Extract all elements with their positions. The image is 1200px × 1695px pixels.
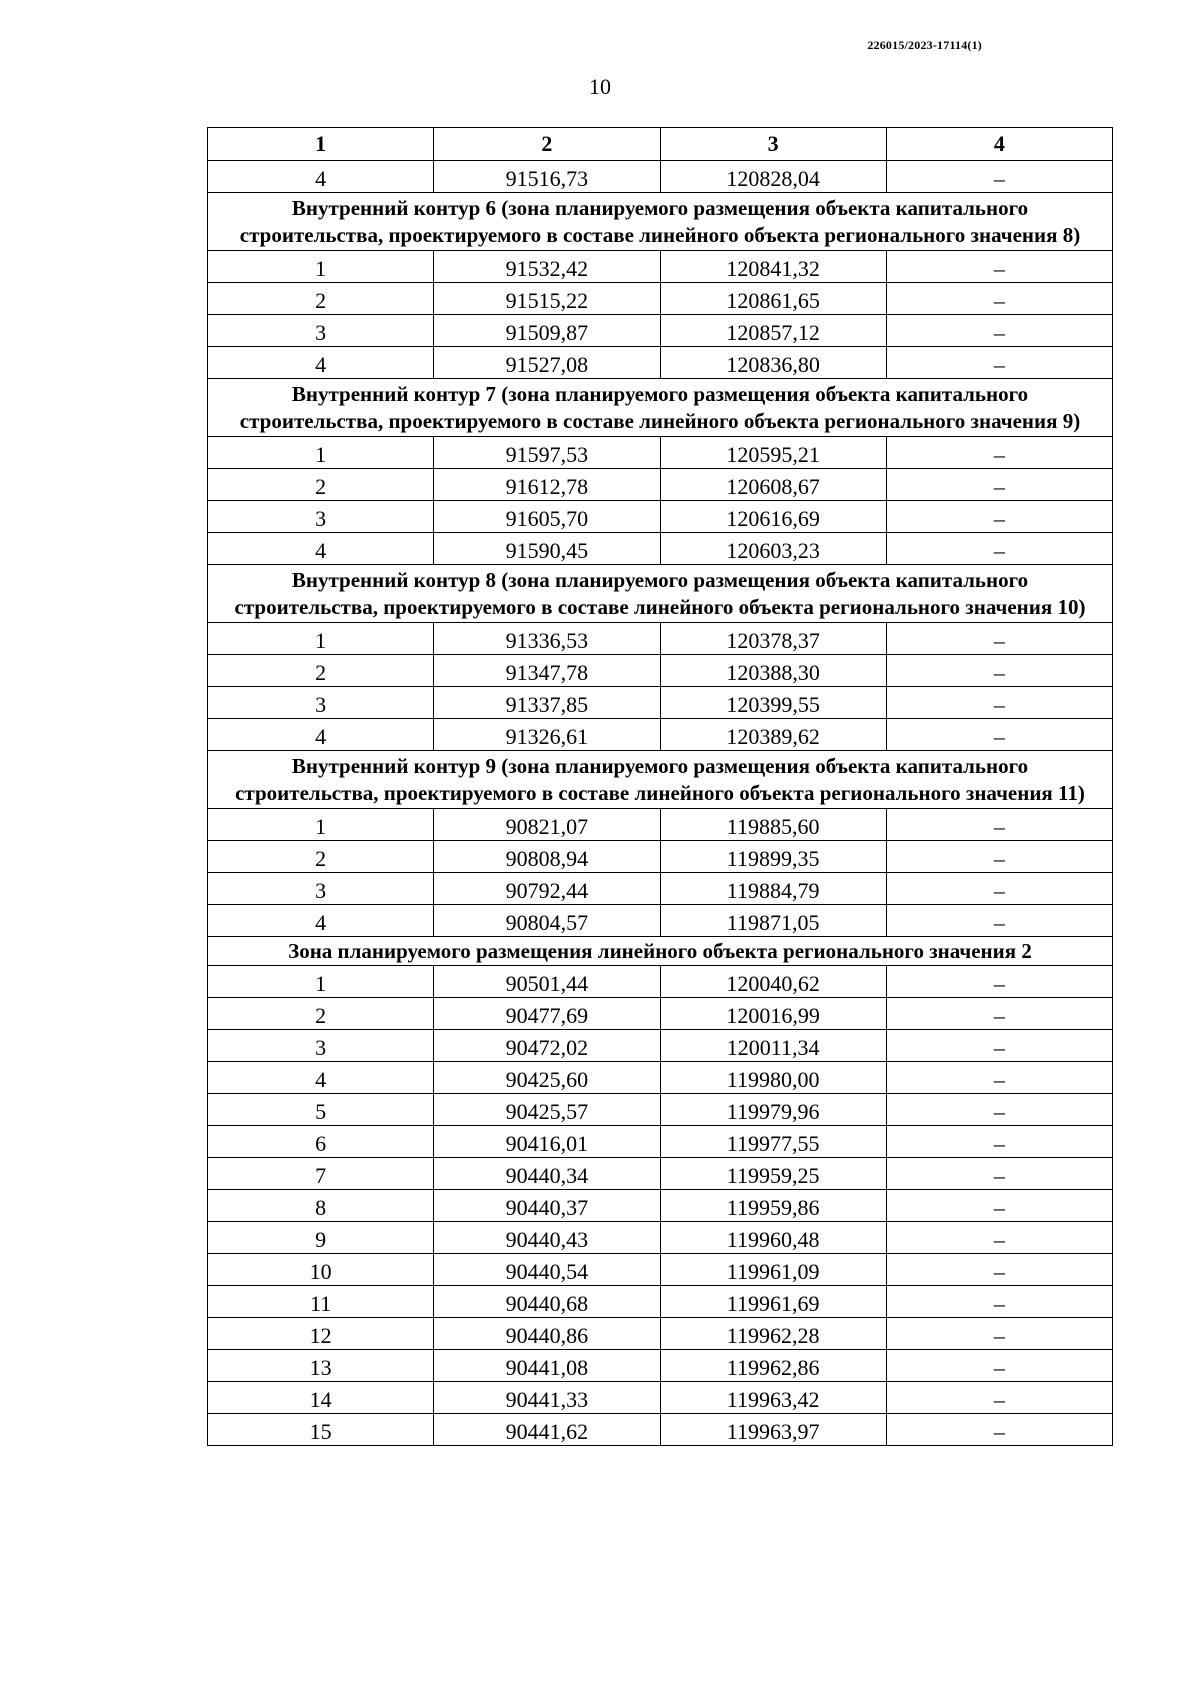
point-number-cell: 9: [208, 1222, 434, 1254]
y-coordinate-cell: 119899,35: [660, 841, 886, 873]
y-coordinate-cell: 120836,80: [660, 347, 886, 379]
section-title-row: [208, 751, 1113, 809]
point-number-cell: 6: [208, 1126, 434, 1158]
x-coordinate-cell: 90804,57: [434, 905, 660, 937]
y-coordinate-cell: 119960,48: [660, 1222, 886, 1254]
y-coordinate-cell: 120603,23: [660, 533, 886, 565]
point-number-cell: 2: [208, 655, 434, 687]
point-number-cell: 1: [208, 251, 434, 283]
x-coordinate-cell: 91326,61: [434, 719, 660, 751]
x-coordinate-cell: 90821,07: [434, 809, 660, 841]
note-cell: –: [886, 347, 1112, 379]
point-number-cell: 3: [208, 501, 434, 533]
y-coordinate-cell: 119963,42: [660, 1382, 886, 1414]
y-coordinate-cell: 119977,55: [660, 1126, 886, 1158]
note-cell: –: [886, 1254, 1112, 1286]
x-coordinate-cell: 90440,37: [434, 1190, 660, 1222]
point-number-cell: 8: [208, 1190, 434, 1222]
x-coordinate-cell: 90441,62: [434, 1414, 660, 1446]
note-cell: –: [886, 905, 1112, 937]
note-cell: –: [886, 1350, 1112, 1382]
y-coordinate-cell: 119871,05: [660, 905, 886, 937]
section-title-row: [208, 565, 1113, 623]
point-number-cell: 5: [208, 1094, 434, 1126]
point-number-cell: 4: [208, 1062, 434, 1094]
y-coordinate-cell: 119980,00: [660, 1062, 886, 1094]
table-row: [208, 315, 1113, 347]
point-number-cell: 4: [208, 347, 434, 379]
table-row: [208, 623, 1113, 655]
table-row: [208, 998, 1113, 1030]
table-row: [208, 719, 1113, 751]
point-number-cell: 1: [208, 809, 434, 841]
x-coordinate-cell: 90501,44: [434, 966, 660, 998]
y-coordinate-cell: 119959,86: [660, 1190, 886, 1222]
point-number-cell: 2: [208, 469, 434, 501]
y-coordinate-cell: 119961,69: [660, 1286, 886, 1318]
table-row: [208, 1286, 1113, 1318]
point-number-cell: 4: [208, 533, 434, 565]
y-coordinate-cell: 120399,55: [660, 687, 886, 719]
table-row: [208, 1190, 1113, 1222]
y-coordinate-cell: 119885,60: [660, 809, 886, 841]
table-row: [208, 655, 1113, 687]
table-row: [208, 533, 1113, 565]
note-cell: –: [886, 1158, 1112, 1190]
table-row: [208, 1382, 1113, 1414]
page-number: 10: [589, 74, 611, 99]
x-coordinate-cell: 90440,43: [434, 1222, 660, 1254]
note-cell: –: [886, 809, 1112, 841]
x-coordinate-cell: 90440,34: [434, 1158, 660, 1190]
y-coordinate-cell: 120828,04: [660, 161, 886, 193]
y-coordinate-cell: 119884,79: [660, 873, 886, 905]
note-cell: –: [886, 873, 1112, 905]
y-coordinate-cell: 120011,34: [660, 1030, 886, 1062]
point-number-cell: 3: [208, 687, 434, 719]
note-cell: –: [886, 655, 1112, 687]
point-number-cell: 7: [208, 1158, 434, 1190]
point-number-cell: 15: [208, 1414, 434, 1446]
y-coordinate-cell: 119963,97: [660, 1414, 886, 1446]
x-coordinate-cell: 91336,53: [434, 623, 660, 655]
section-title: Внутренний контур 7 (зона планируемого размещения объекта капитального строительства, проектируемого в составе линейного объекта регионального значения 9): [208, 379, 1113, 437]
y-coordinate-cell: 120841,32: [660, 251, 886, 283]
note-cell: –: [886, 283, 1112, 315]
table-row: [208, 1350, 1113, 1382]
table-row: [208, 161, 1113, 193]
x-coordinate-cell: 90808,94: [434, 841, 660, 873]
coordinates-table: [207, 127, 1113, 1446]
table-row: [208, 1222, 1113, 1254]
y-coordinate-cell: 120857,12: [660, 315, 886, 347]
y-coordinate-cell: 120616,69: [660, 501, 886, 533]
x-coordinate-cell: 90425,60: [434, 1062, 660, 1094]
table-row: [208, 873, 1113, 905]
table-row: [208, 841, 1113, 873]
y-coordinate-cell: 119959,25: [660, 1158, 886, 1190]
x-coordinate-cell: 91605,70: [434, 501, 660, 533]
column-header: 3: [660, 128, 886, 161]
column-header: 1: [208, 128, 434, 161]
x-coordinate-cell: 90425,57: [434, 1094, 660, 1126]
x-coordinate-cell: 90416,01: [434, 1126, 660, 1158]
point-number-cell: 2: [208, 841, 434, 873]
table-row: [208, 437, 1113, 469]
table-row: [208, 687, 1113, 719]
point-number-cell: 14: [208, 1382, 434, 1414]
note-cell: –: [886, 1190, 1112, 1222]
table-row: [208, 501, 1113, 533]
table-row: [208, 1126, 1113, 1158]
point-number-cell: 4: [208, 719, 434, 751]
point-number-cell: 3: [208, 1030, 434, 1062]
x-coordinate-cell: 90792,44: [434, 873, 660, 905]
note-cell: –: [886, 1318, 1112, 1350]
section-title-row: [208, 379, 1113, 437]
x-coordinate-cell: 90477,69: [434, 998, 660, 1030]
note-cell: –: [886, 315, 1112, 347]
y-coordinate-cell: 120595,21: [660, 437, 886, 469]
table-row: [208, 809, 1113, 841]
section-title-row: [208, 937, 1113, 966]
section-title-row: [208, 193, 1113, 251]
point-number-cell: 3: [208, 315, 434, 347]
y-coordinate-cell: 119962,28: [660, 1318, 886, 1350]
note-cell: –: [886, 966, 1112, 998]
x-coordinate-cell: 91337,85: [434, 687, 660, 719]
note-cell: –: [886, 687, 1112, 719]
note-cell: –: [886, 1062, 1112, 1094]
note-cell: –: [886, 501, 1112, 533]
y-coordinate-cell: 119962,86: [660, 1350, 886, 1382]
y-coordinate-cell: 120389,62: [660, 719, 886, 751]
point-number-cell: 1: [208, 966, 434, 998]
table-row: [208, 905, 1113, 937]
x-coordinate-cell: 91532,42: [434, 251, 660, 283]
note-cell: –: [886, 469, 1112, 501]
note-cell: –: [886, 1382, 1112, 1414]
x-coordinate-cell: 91516,73: [434, 161, 660, 193]
note-cell: –: [886, 1030, 1112, 1062]
note-cell: –: [886, 1094, 1112, 1126]
table-row: [208, 251, 1113, 283]
table-row: [208, 1414, 1113, 1446]
note-cell: –: [886, 719, 1112, 751]
note-cell: –: [886, 623, 1112, 655]
point-number-cell: 1: [208, 437, 434, 469]
point-number-cell: 10: [208, 1254, 434, 1286]
x-coordinate-cell: 90440,68: [434, 1286, 660, 1318]
point-number-cell: 2: [208, 283, 434, 315]
y-coordinate-cell: 120040,62: [660, 966, 886, 998]
table-row: [208, 966, 1113, 998]
document-id: 226015/2023-17114(1): [867, 38, 982, 52]
point-number-cell: 4: [208, 161, 434, 193]
column-header: 4: [886, 128, 1112, 161]
table-row: [208, 1318, 1113, 1350]
table-row: [208, 1254, 1113, 1286]
section-title: Внутренний контур 9 (зона планируемого размещения объекта капитального строительства, проектируемого в составе линейного объекта регионального значения 11): [208, 751, 1113, 809]
note-cell: –: [886, 1414, 1112, 1446]
table-row: [208, 1158, 1113, 1190]
table-row: [208, 283, 1113, 315]
x-coordinate-cell: 90441,33: [434, 1382, 660, 1414]
x-coordinate-cell: 90440,86: [434, 1318, 660, 1350]
x-coordinate-cell: 90472,02: [434, 1030, 660, 1062]
section-title: Внутренний контур 6 (зона планируемого размещения объекта капитального строительства, проектируемого в составе линейного объекта регионального значения 8): [208, 193, 1113, 251]
x-coordinate-cell: 91590,45: [434, 533, 660, 565]
table-body: [208, 161, 1113, 1446]
note-cell: –: [886, 437, 1112, 469]
y-coordinate-cell: 120608,67: [660, 469, 886, 501]
point-number-cell: 4: [208, 905, 434, 937]
section-title: Зона планируемого размещения линейного объекта регионального значения 2: [208, 937, 1113, 966]
x-coordinate-cell: 91515,22: [434, 283, 660, 315]
section-title: Внутренний контур 8 (зона планируемого размещения объекта капитального строительства, проектируемого в составе линейного объекта регионального значения 10): [208, 565, 1113, 623]
y-coordinate-cell: 119979,96: [660, 1094, 886, 1126]
table-row: [208, 1030, 1113, 1062]
table-row: [208, 1094, 1113, 1126]
point-number-cell: 13: [208, 1350, 434, 1382]
table-row: [208, 469, 1113, 501]
note-cell: –: [886, 533, 1112, 565]
x-coordinate-cell: 91597,53: [434, 437, 660, 469]
note-cell: –: [886, 1286, 1112, 1318]
column-header: 2: [434, 128, 660, 161]
point-number-cell: 12: [208, 1318, 434, 1350]
y-coordinate-cell: 119961,09: [660, 1254, 886, 1286]
table-header-row: [208, 128, 1113, 161]
x-coordinate-cell: 91612,78: [434, 469, 660, 501]
y-coordinate-cell: 120016,99: [660, 998, 886, 1030]
point-number-cell: 2: [208, 998, 434, 1030]
note-cell: –: [886, 1126, 1112, 1158]
note-cell: –: [886, 251, 1112, 283]
note-cell: –: [886, 161, 1112, 193]
point-number-cell: 11: [208, 1286, 434, 1318]
y-coordinate-cell: 120388,30: [660, 655, 886, 687]
note-cell: –: [886, 998, 1112, 1030]
y-coordinate-cell: 120378,37: [660, 623, 886, 655]
table-row: [208, 347, 1113, 379]
y-coordinate-cell: 120861,65: [660, 283, 886, 315]
x-coordinate-cell: 91509,87: [434, 315, 660, 347]
note-cell: –: [886, 841, 1112, 873]
point-number-cell: 1: [208, 623, 434, 655]
point-number-cell: 3: [208, 873, 434, 905]
note-cell: –: [886, 1222, 1112, 1254]
table-row: [208, 1062, 1113, 1094]
x-coordinate-cell: 91347,78: [434, 655, 660, 687]
x-coordinate-cell: 91527,08: [434, 347, 660, 379]
x-coordinate-cell: 90440,54: [434, 1254, 660, 1286]
x-coordinate-cell: 90441,08: [434, 1350, 660, 1382]
